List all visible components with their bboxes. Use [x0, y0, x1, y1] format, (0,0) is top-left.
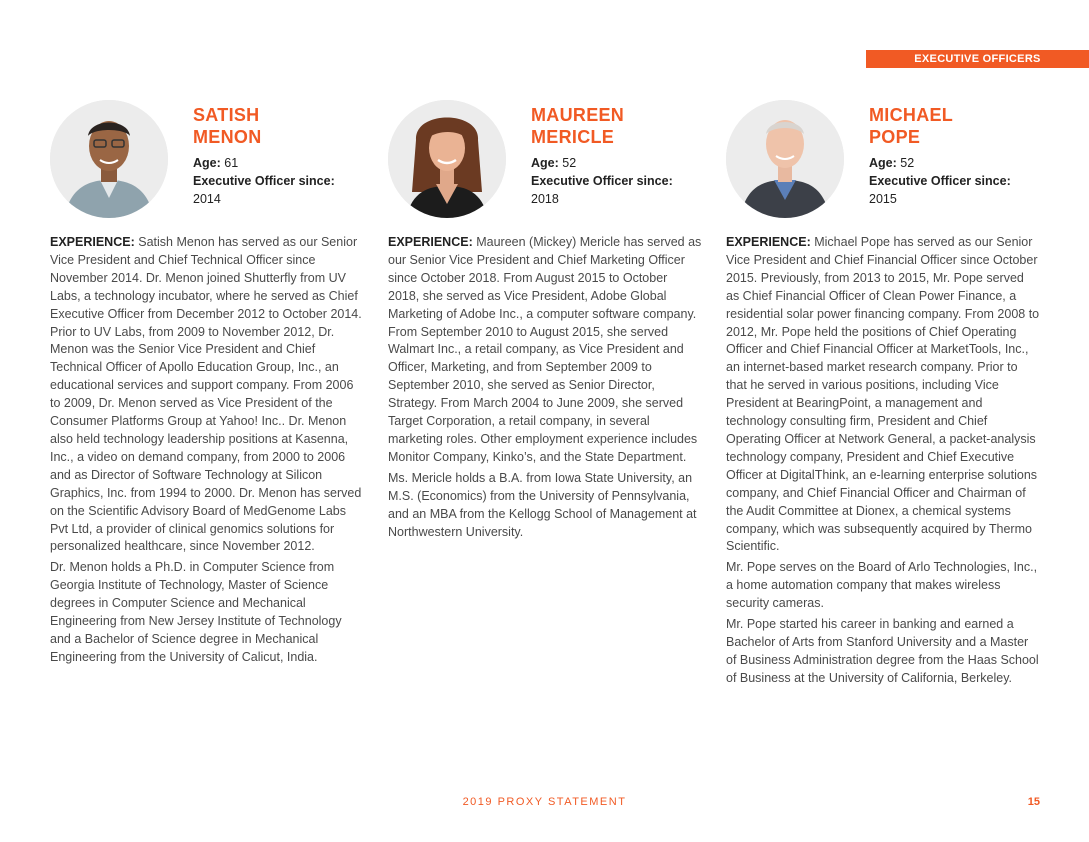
- since-value: 2014: [193, 192, 221, 206]
- since-value: 2015: [869, 192, 897, 206]
- age-value: 61: [224, 156, 239, 170]
- officer-card-mericle: [388, 98, 702, 544]
- since-label: Executive Officer since:: [531, 174, 673, 188]
- age-value: 52: [900, 156, 915, 170]
- experience-paragraph: [726, 234, 1040, 556]
- since-label: Executive Officer since:: [193, 174, 335, 188]
- officer-card-pope: [726, 98, 1040, 691]
- experience-label: EXPERIENCE:: [388, 235, 473, 249]
- education-paragraph: Mr. Pope started his career in banking and earned a Bachelor of Arts from Stanford University and a Master of Business Administration degree from the Haas School of Business at the University of California, Berkeley.: [726, 617, 1039, 685]
- education-paragraph: Ms. Mericle holds a B.A. from Iowa State University, an M.S. (Economics) from the University of Pennsylvania, and an MBA from the Kellogg School of Management at Northwestern University.: [388, 470, 697, 539]
- education-paragraph: Dr. Menon holds a Ph.D. in Computer Science from Georgia Institute of Technology, Master of Science degrees in Computer Science and Mechanical Engineering from New Jersey Institute of Technology and a Bachelor of Science degree in Mechanical Engineering from the University of Calicut, India.: [50, 560, 342, 664]
- page-number: 15: [1027, 796, 1040, 808]
- since-label: Executive Officer since:: [869, 174, 1011, 188]
- section-tag: EXECUTIVE OFFICERS: [866, 50, 1089, 68]
- since-value: 2018: [531, 192, 559, 206]
- age-label: Age:: [193, 156, 221, 170]
- officer-card-menon: [50, 98, 364, 670]
- experience-text: Maureen (Mickey) Mericle has served as our Senior Vice President and Chief Marketing Officer since October 2018. From August 2015 to October 2018, she served as Vice President, Adobe Global Marketing of Adobe Inc., a computer software company. From September 2010 to August 2015, she served Walmart Inc., a retail company, as Vice President and Officer, Marketing, and from September 2009 to September 2010, she served as Senior Director, Strategy. From March 2004 to June 2009, she served Target Corporation, a retail company, in several marketing roles. Other employment experience includes Monitor Company, Kinko’s, and the State Department.: [388, 235, 702, 464]
- officer-name-line1: MICHAEL: [869, 105, 954, 125]
- experience-label: EXPERIENCE:: [50, 235, 135, 249]
- age-label: Age:: [531, 156, 559, 170]
- footer-title: 2019 PROXY STATEMENT: [462, 796, 627, 808]
- age-value: 52: [562, 156, 577, 170]
- age-label: Age:: [869, 156, 897, 170]
- officer-name-line2: MENON: [193, 127, 262, 147]
- officer-photo-menon: [50, 100, 168, 218]
- officer-name-line2: POPE: [869, 127, 921, 147]
- officer-photo-mericle: [388, 100, 506, 218]
- officer-name-line1: SATISH: [193, 105, 260, 125]
- officer-name-line1: MAUREEN: [531, 105, 625, 125]
- experience-text: Michael Pope has served as our Senior Vice President and Chief Financial Officer since October 2015. Previously, from 2013 to 2015, Mr. Pope served as Chief Financial Officer of Clean Power Finance, a residential solar power financing company. From 2008 to 2012, Mr. Pope held the positions of Chief Operating Officer and Chief Financial Officer at MarketTools, Inc., an internet-based market research company. Prior to that he served in various positions, including Vice President at BearingPoint, a management and technology consulting firm, President and Chief Operating Officer at Network General, a packet-analysis technology company, President and Chief Executive Officer at DigitalThink, an e-learning enterprise solutions company, and Chief Financial Officer and Chairman of the Audit Committee at Dionex, a chemical systems company, which was subsequently acquired by Thermo Scientific.: [726, 235, 1040, 554]
- officer-name-line2: MERICLE: [531, 127, 615, 147]
- board-paragraph: Mr. Pope serves on the Board of Arlo Technologies, Inc., a home automation company that makes wireless security cameras.: [726, 560, 1038, 611]
- experience-paragraph: [388, 234, 702, 467]
- experience-paragraph: [50, 234, 364, 556]
- experience-text: Satish Menon has served as our Senior Vice President and Chief Technical Officer since November 2014. Dr. Menon joined Shutterfly from UV Labs, a technology incubator, where he served as Chief Executive Officer from December 2012 to October 2014. Prior to UV Labs, from 2009 to November 2012, Dr. Menon was the Senior Vice President and Chief Technical Officer of Apollo Education Group, Inc., an educational services and support company. From 2006 to 2009, Dr. Menon served as Vice President of the Consumer Platforms Group at Yahoo! Inc.. Dr. Menon also held technology leadership positions at Kasenna, Inc., a video on demand company, from 2000 to 2006 and as Director of Software Technology at Silicon Graphics, Inc. from 1994 to 2000. Dr. Menon has served on the Scientific Advisory Board of MedGenome Labs Pvt Ltd, a provider of clinical genomics solutions for personalized healthcare, since November 2012.: [50, 235, 362, 554]
- experience-label: EXPERIENCE:: [726, 235, 811, 249]
- officer-photo-pope: [726, 100, 844, 218]
